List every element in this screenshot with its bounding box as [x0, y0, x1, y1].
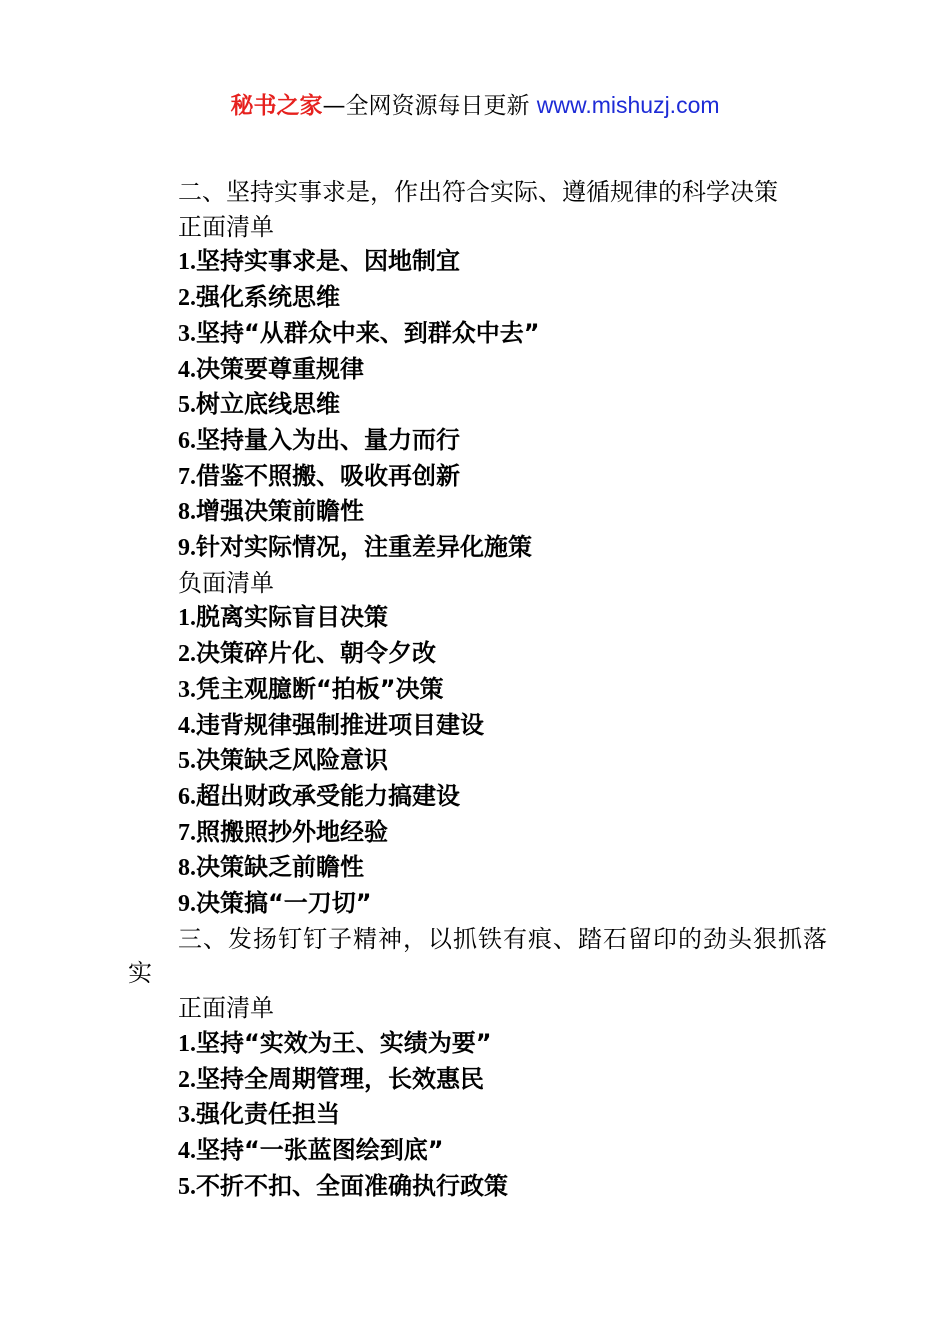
list-item: 8.增强决策前瞻性: [178, 497, 364, 526]
list-item: 2.决策碎片化、朝令夕改: [178, 639, 436, 668]
list-item: 5.不折不扣、全面准确执行政策: [178, 1171, 508, 1200]
list-item: 6.超出财政承受能力搞建设: [178, 781, 460, 810]
header-tagline: —全网资源每日更新: [322, 93, 537, 119]
list-item: 4.违背规律强制推进项目建设: [178, 710, 484, 739]
list-item: 1.坚持“实效为王、实绩为要”: [178, 1028, 492, 1057]
list-item: 6.坚持量入为出、量力而行: [178, 425, 460, 454]
list-item: 9.决策搞“一刀切”: [178, 889, 372, 918]
list-item: 3.强化责任担当: [178, 1100, 340, 1129]
positive-list-label: 正面清单: [178, 212, 274, 241]
document-body: [128, 175, 838, 1204]
list-item: 8.决策缺乏前瞻性: [178, 853, 364, 882]
list-item: 4.坚持“一张蓝图绘到底”: [178, 1135, 444, 1164]
section-heading: 三、发扬钉钉子精神，以抓铁有痕、踏石留印的劲头狠抓落实: [128, 924, 828, 988]
list-item: 5.决策缺乏风险意识: [178, 746, 388, 775]
site-header: [0, 88, 950, 123]
brand-name: 秘书之家: [230, 93, 323, 119]
list-item: 4.决策要尊重规律: [178, 354, 364, 383]
list-item: 2.坚持全周期管理，长效惠民: [178, 1064, 484, 1093]
list-item: 2.强化系统思维: [178, 283, 340, 312]
list-item: 9.针对实际情况，注重差异化施策: [178, 533, 532, 562]
positive-list: [128, 244, 838, 565]
list-item: 1.脱离实际盲目决策: [178, 603, 388, 632]
list-item: 3.坚持“从群众中来、到群众中去”: [178, 318, 540, 347]
section-heading: 二、坚持实事求是，作出符合实际、遵循规律的科学决策: [178, 178, 778, 206]
positive-list: [128, 1026, 838, 1205]
list-item: 5.树立底线思维: [178, 390, 340, 419]
list-item: 7.借鉴不照搬、吸收再创新: [178, 461, 460, 490]
positive-list-label: 正面清单: [178, 994, 274, 1023]
negative-list-label: 负面清单: [178, 568, 274, 597]
list-item: 3.凭主观臆断“拍板”决策: [178, 674, 444, 703]
list-item: 1.坚持实事求是、因地制宜: [178, 247, 460, 276]
list-item: 7.照搬照抄外地经验: [178, 817, 388, 846]
site-url-link[interactable]: www.mishuzj.com: [536, 92, 720, 118]
negative-list: [128, 600, 838, 921]
